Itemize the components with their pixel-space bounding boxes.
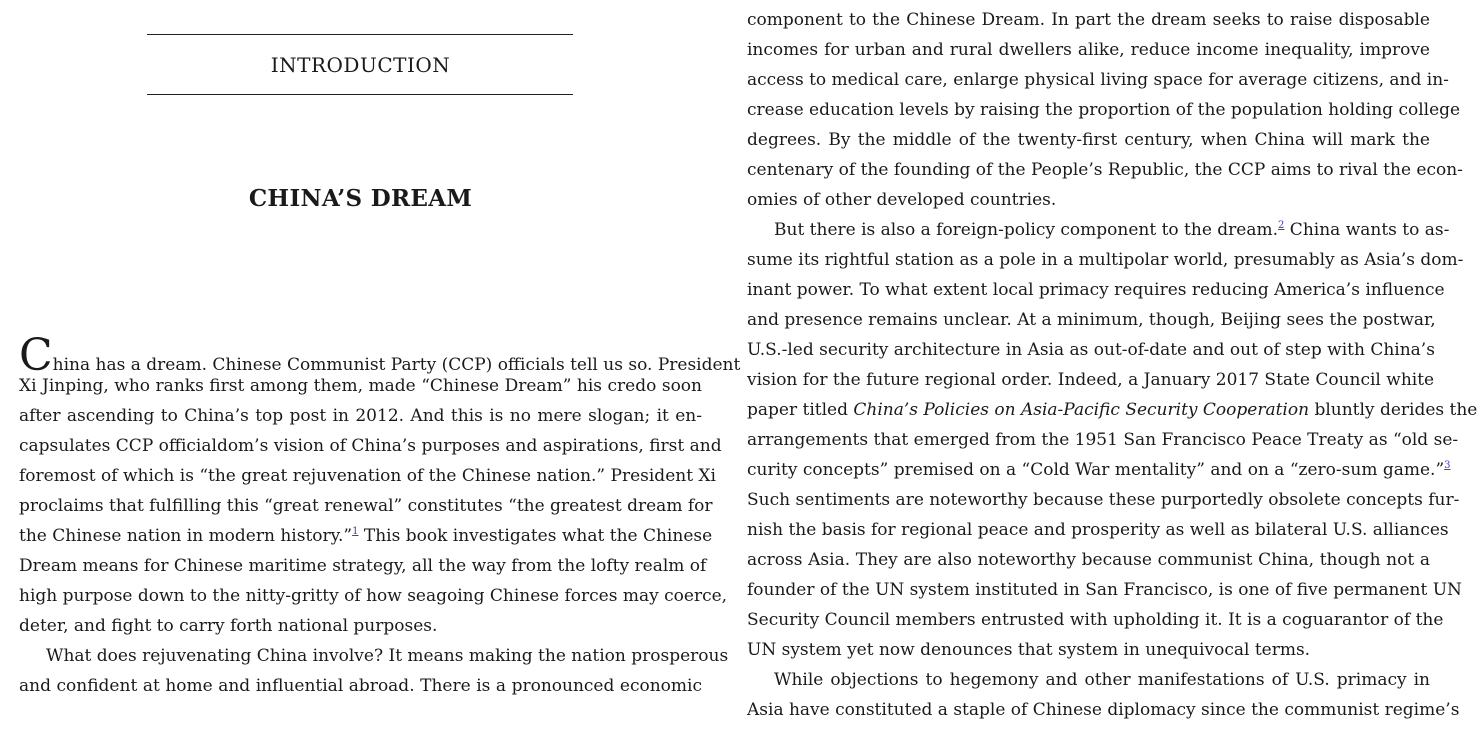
text-line: sume its rightful station as a pole in a multipolar world, presumably as Asia’s dom- — [747, 250, 1464, 270]
text-line: deter, and fight to carry forth national purposes. — [19, 616, 438, 636]
text-line: paper titled China’s Policies on Asia-Pacific Security Cooperation bluntly derides the — [747, 400, 1477, 420]
publication-title: China’s Policies on Asia-Pacific Security Cooperation — [853, 400, 1310, 420]
text-line: What does rejuvenating China involve? It means making the nation prosperous — [46, 646, 729, 666]
footnote-link-2[interactable]: 2 — [1278, 220, 1285, 231]
header-rule-top — [147, 34, 573, 35]
text-line: inant power. To what extent local primacy requires reducing America’s influence — [747, 280, 1445, 300]
drop-cap: C — [19, 330, 53, 381]
text-line: degrees. By the middle of the twenty-first century, when China will mark the — [747, 130, 1430, 150]
text-line: incomes for urban and rural dwellers alike, reduce income inequality, improve — [747, 40, 1430, 60]
header-rule-bottom — [147, 94, 573, 95]
text-line: the Chinese nation in modern history.”$^1$ This book investigates what the Chinese — [19, 526, 713, 546]
text-line: curity concepts” premised on a “Cold War mentality” and on a “zero-sum game.”$^3$ — [747, 460, 1451, 480]
text-line: and confident at home and influential abroad. There is a pronounced economic — [19, 676, 702, 696]
text-line: proclaims that fulfilling this “great renewal” constitutes “the greatest dream for — [19, 496, 713, 516]
text-line: Xi Jinping, who ranks first among them, made “Chinese Dream” his credo soon — [19, 376, 702, 396]
text-line: Security Council members entrusted with upholding it. It is a coguarantor of the — [747, 610, 1444, 630]
text-line: UN system yet now denounces that system in unequivocal terms. — [747, 640, 1311, 660]
text-line: across Asia. They are also noteworthy because communist China, though not a — [747, 550, 1430, 570]
text-line: But there is also a foreign-policy component to the dream.$^2$ China wants to as- — [774, 220, 1450, 240]
text-line: omies of other developed countries. — [747, 190, 1057, 210]
text-line: and presence remains unclear. At a minimum, though, Beijing sees the postwar, — [747, 310, 1436, 330]
text-line: access to medical care, enlarge physical living space for average citizens, and in- — [747, 70, 1449, 90]
text-line: U.S.-led security architecture in Asia as out-of-date and out of step with China’s — [747, 340, 1435, 360]
text-line: While objections to hegemony and other manifestations of U.S. primacy in — [774, 670, 1430, 690]
footnote-link-3[interactable]: 3 — [1444, 460, 1451, 471]
part-label: INTRODUCTION — [270, 53, 451, 77]
text-line: Dream means for Chinese maritime strategy, all the way from the lofty realm of — [19, 556, 707, 576]
text-line: founder of the UN system instituted in San Francisco, is one of five permanent UN — [747, 580, 1462, 600]
text-line: high purpose down to the nitty-gritty of how seagoing Chinese forces may coerce, — [19, 586, 728, 606]
text-line: foremost of which is “the great rejuvenation of the Chinese nation.” President Xi — [19, 466, 716, 486]
text-line: Such sentiments are noteworthy because these purportedly obsolete concepts fur- — [747, 490, 1460, 510]
text-line: Asia have constituted a staple of Chinese diplomacy since the communist regime’s — [747, 700, 1460, 720]
text-line: centenary of the founding of the People’s Republic, the CCP aims to rival the econ- — [747, 160, 1463, 180]
text-line: arrangements that emerged from the 1951 San Francisco Peace Treaty as “old se- — [747, 430, 1459, 450]
text-line: crease education levels by raising the proportion of the population holding college — [747, 100, 1461, 120]
footnote-link-1[interactable]: 1 — [352, 526, 359, 537]
text-line: capsulates CCP officialdom’s vision of China’s purposes and aspirations, first and — [19, 436, 722, 456]
text-line: after ascending to China’s top post in 2012. And this is no mere slogan; it en- — [19, 406, 702, 426]
text-line: China has a dream. Chinese Communist Party (CCP) officials tell us so. President — [19, 330, 741, 381]
text-line: component to the Chinese Dream. In part the dream seeks to raise disposable — [747, 10, 1430, 30]
chapter-title: CHINA’S DREAM — [248, 185, 473, 212]
text-line: vision for the future regional order. Indeed, a January 2017 State Council white — [747, 370, 1435, 390]
text-line: nish the basis for regional peace and prosperity as well as bilateral U.S. alliances — [747, 520, 1449, 540]
